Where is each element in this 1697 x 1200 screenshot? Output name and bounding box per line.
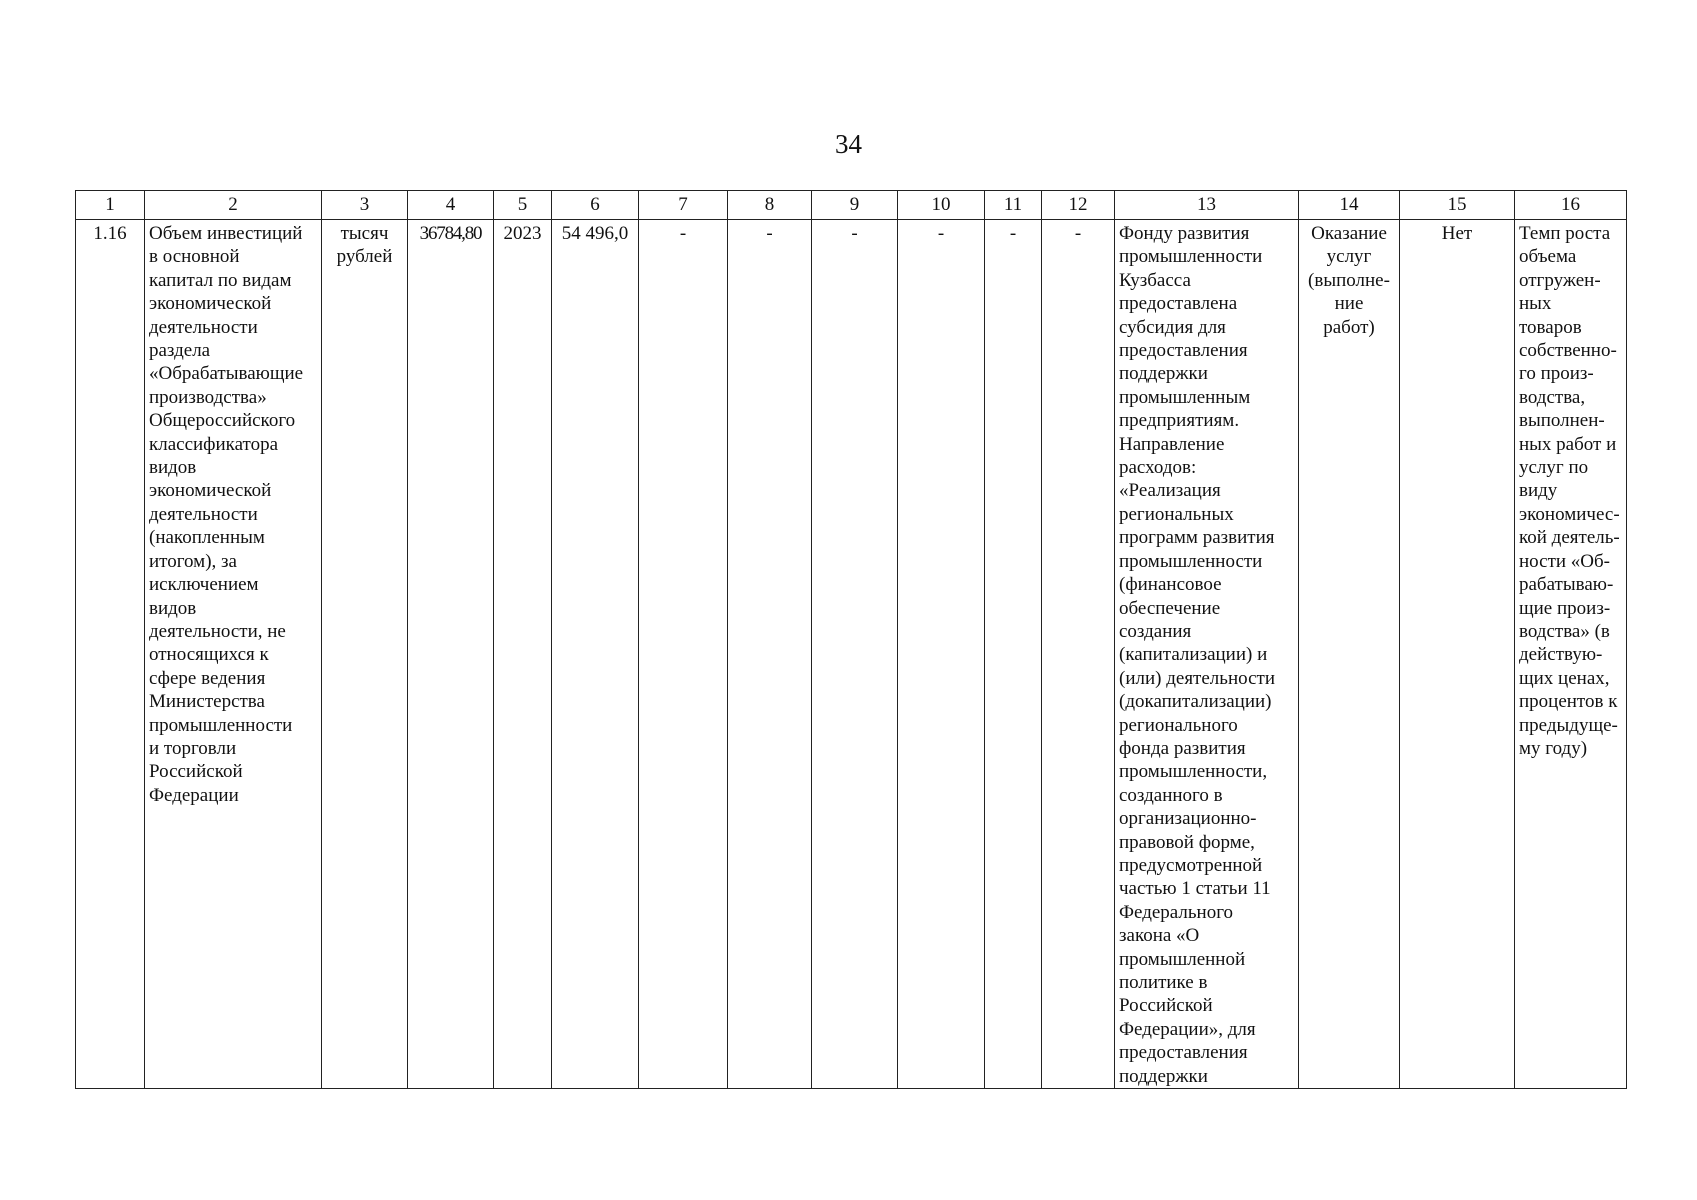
value-cell-10: -	[898, 220, 985, 1089]
text-line: водства» (в	[1519, 620, 1610, 642]
text-line: (или) деятельности	[1119, 667, 1275, 689]
text-line: щих ценах,	[1519, 667, 1610, 689]
column-number: 13	[1115, 191, 1299, 220]
text-line: организационно-	[1119, 808, 1257, 830]
column-number: 15	[1400, 191, 1515, 220]
column-number: 2	[145, 191, 322, 220]
text-line: итогом), за	[149, 550, 237, 572]
text-line: предусмотренной	[1119, 854, 1263, 876]
text-line: предоставлена	[1119, 293, 1238, 315]
text-line: промышленным	[1119, 386, 1251, 408]
text-line: водства,	[1519, 386, 1586, 408]
text-line: в основной	[149, 246, 240, 268]
text-line: рублей	[336, 246, 393, 268]
text-line: объема	[1519, 246, 1577, 268]
column-number: 12	[1042, 191, 1115, 220]
value-cell-11: -	[985, 220, 1042, 1089]
text-line: тысяч	[340, 223, 389, 244]
text-line: экономичес-	[1519, 503, 1620, 525]
text-line: «Реализация	[1119, 480, 1221, 502]
text-line: Министерства	[149, 691, 265, 713]
text-line: расходов:	[1119, 457, 1197, 479]
result-type-cell	[1299, 220, 1400, 1089]
year-cell: 2023	[494, 220, 552, 1089]
text-line: закона «О	[1119, 925, 1200, 947]
text-line: фонда развития	[1119, 737, 1246, 759]
text-line: поддержки	[1119, 1065, 1208, 1087]
text-line: Оказание	[1311, 223, 1387, 244]
text-line: Российской	[1119, 995, 1213, 1017]
value-2023-cell: 54 496,0	[552, 220, 639, 1089]
column-number: 9	[812, 191, 898, 220]
indicators-table	[75, 190, 1627, 1089]
text-line: выполнен-	[1519, 410, 1605, 432]
column-number: 10	[898, 191, 985, 220]
column-number: 3	[322, 191, 408, 220]
text-line: кой деятель-	[1519, 527, 1620, 549]
text-line: (финансовое	[1119, 574, 1222, 596]
text-line: рабатываю-	[1519, 574, 1614, 596]
text-line: ных	[1519, 293, 1552, 315]
text-line: (выполне-	[1308, 269, 1390, 291]
text-line: деятельности	[149, 503, 258, 525]
text-line: раздела	[149, 340, 211, 362]
text-line: Фонду развития	[1119, 223, 1250, 244]
column-number: 8	[728, 191, 812, 220]
text-line: отгружен-	[1519, 269, 1601, 291]
text-line: собственно-	[1519, 340, 1617, 362]
text-line: промышленности	[1119, 246, 1263, 268]
text-line: щие произ-	[1519, 597, 1611, 619]
text-line: классификатора	[149, 433, 279, 455]
text-line: созданного в	[1119, 784, 1223, 806]
description-cell	[1115, 220, 1299, 1089]
text-line: (докапитализации)	[1119, 691, 1272, 713]
text-line: го произ-	[1519, 363, 1594, 385]
text-line: деятельности	[149, 316, 258, 338]
text-line: ности «Об-	[1519, 550, 1611, 572]
text-line: ние	[1334, 293, 1364, 315]
text-line: предоставления	[1119, 340, 1248, 362]
text-line: «Обрабатывающие	[149, 363, 304, 385]
text-line: действую-	[1519, 644, 1603, 666]
text-line: обеспечение	[1119, 597, 1221, 619]
text-line: промышленной	[1119, 948, 1246, 970]
column-number: 14	[1299, 191, 1400, 220]
text-line: промышленности	[1119, 550, 1263, 572]
table-row	[76, 220, 1627, 1089]
unit-cell	[322, 220, 408, 1089]
text-line: региональных	[1119, 503, 1234, 525]
text-line: му году)	[1519, 737, 1588, 759]
text-line: Федерации	[149, 784, 239, 806]
value-cell-9: -	[812, 220, 898, 1089]
text-line: сфере ведения	[149, 667, 266, 689]
text-line: Общероссийского	[149, 410, 296, 432]
text-line: видов	[149, 597, 197, 619]
column-number: 6	[552, 191, 639, 220]
column-numbers-row	[76, 191, 1627, 220]
column-number: 1	[76, 191, 145, 220]
text-line: виду	[1519, 480, 1558, 502]
text-line: экономической	[149, 480, 272, 502]
text-line: услуг	[1326, 246, 1372, 268]
text-line: относящихся к	[149, 644, 269, 666]
text-line: Темп роста	[1519, 223, 1611, 244]
base-value-cell: 36784,80	[408, 220, 494, 1089]
text-line: видов	[149, 457, 197, 479]
column-number: 4	[408, 191, 494, 220]
text-line: предоставления	[1119, 1042, 1248, 1064]
text-line: производства»	[149, 386, 267, 408]
text-line: Объем инвестиций	[149, 223, 303, 244]
text-line: предыдуще-	[1519, 714, 1618, 736]
text-line: субсидия для	[1119, 316, 1226, 338]
text-line: правовой форме,	[1119, 831, 1255, 853]
text-line: программ развития	[1119, 527, 1275, 549]
text-line: Российской	[149, 761, 243, 783]
text-line: промышленности,	[1119, 761, 1268, 783]
row-number-cell: 1.16	[76, 220, 145, 1089]
value-cell-12: -	[1042, 220, 1115, 1089]
text-line: экономической	[149, 293, 272, 315]
text-line: услуг по	[1519, 457, 1589, 479]
page-number: 34	[835, 129, 862, 159]
text-line: Кузбасса	[1119, 269, 1191, 291]
text-line: Федерации», для	[1119, 1018, 1256, 1040]
text-line: и торговли	[149, 737, 237, 759]
text-line: поддержки	[1119, 363, 1208, 385]
text-line: Федерального	[1119, 901, 1234, 923]
text-line: (накопленным	[149, 527, 265, 549]
text-line: деятельности, не	[149, 620, 286, 642]
value-cell-8: -	[728, 220, 812, 1089]
text-line: капитал по видам	[149, 269, 292, 291]
text-line: работ)	[1323, 316, 1375, 338]
text-line: частью 1 статьи 11	[1119, 878, 1271, 900]
text-line: промышленности	[149, 714, 293, 736]
target-indicator-cell	[1515, 220, 1627, 1089]
text-line: (капитализации) и	[1119, 644, 1268, 666]
value-cell-7: -	[639, 220, 728, 1089]
text-line: политике в	[1119, 972, 1208, 993]
flag-cell: Нет	[1400, 220, 1515, 1089]
column-number: 11	[985, 191, 1042, 220]
text-line: исключением	[149, 574, 259, 596]
text-line: предприятиям.	[1119, 410, 1240, 432]
text-line: создания	[1119, 620, 1192, 642]
column-number: 5	[494, 191, 552, 220]
text-line: ных работ и	[1519, 433, 1617, 455]
text-line: регионального	[1119, 714, 1238, 736]
text-line: товаров	[1519, 316, 1582, 338]
text-line: процентов к	[1519, 691, 1618, 713]
column-number: 7	[639, 191, 728, 220]
indicator-name-cell	[145, 220, 322, 1089]
text-line: Направление	[1119, 433, 1225, 455]
column-number: 16	[1515, 191, 1627, 220]
